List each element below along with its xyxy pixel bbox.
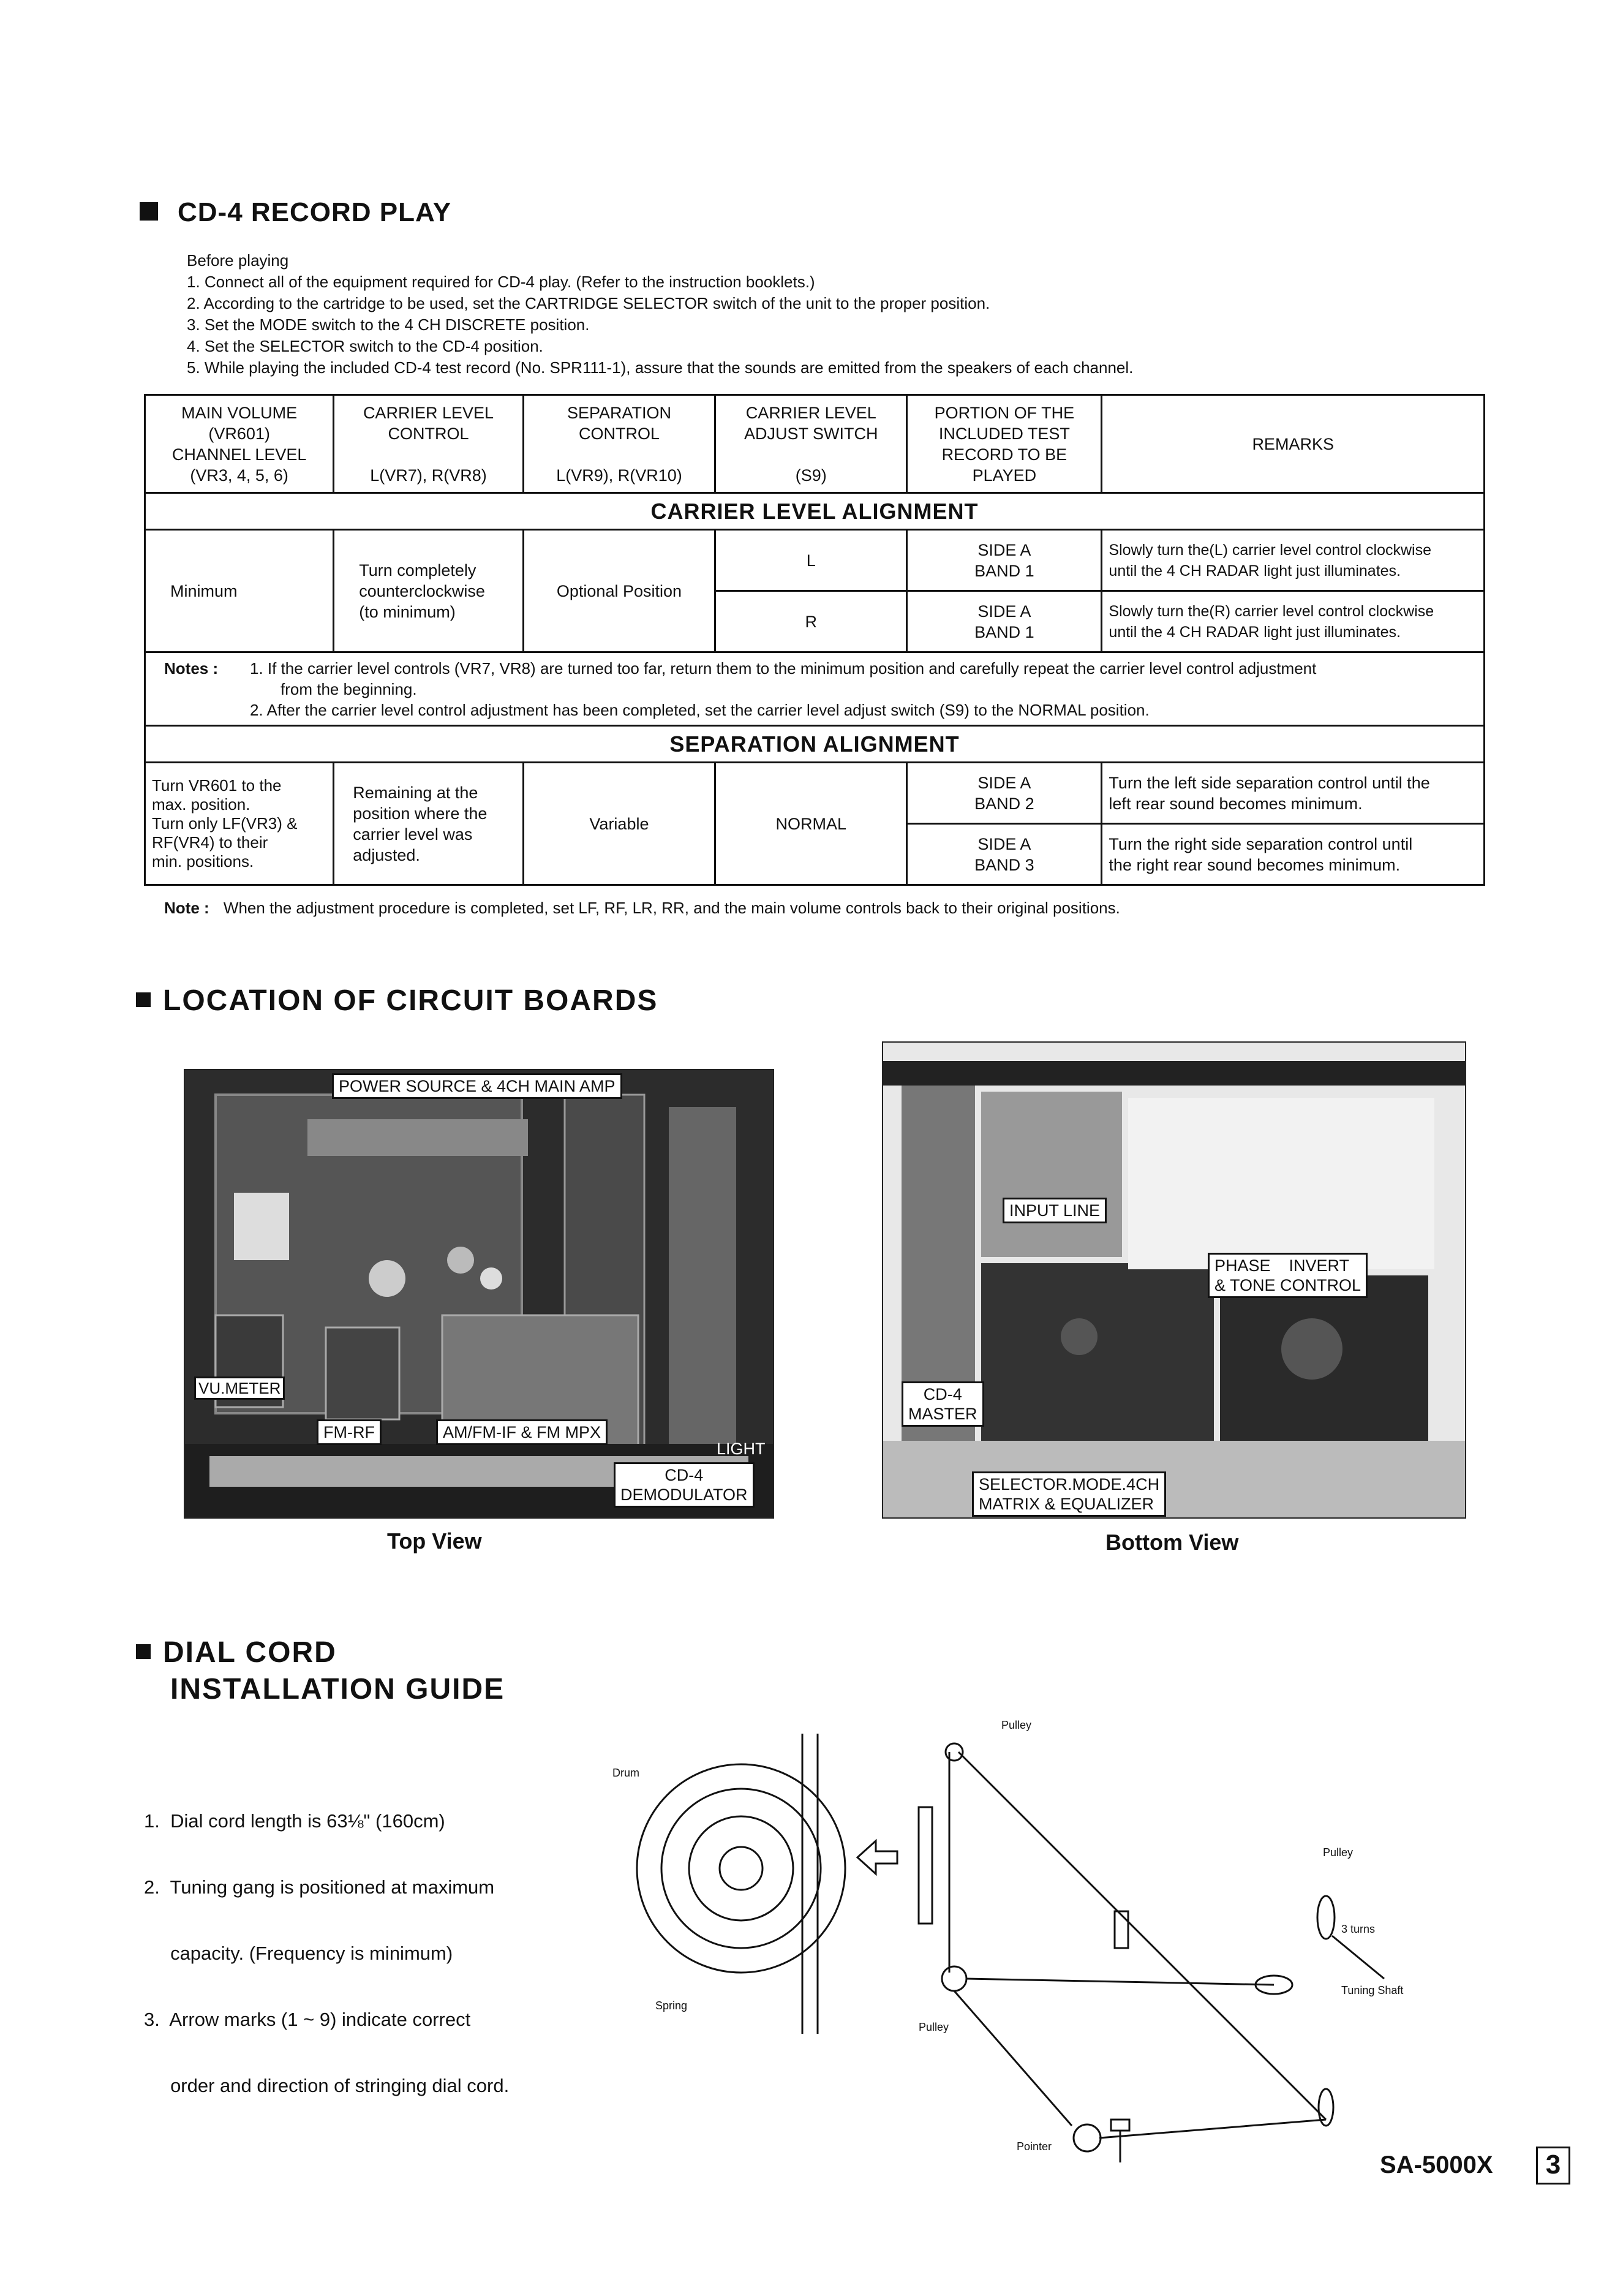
dial-instructions xyxy=(144,1766,509,2119)
header-carrier-level: CARRIER LEVEL CONTROL L(VR7), R(VR8) xyxy=(334,395,523,493)
label-pulley-right: Pulley xyxy=(1323,1846,1354,1859)
label-turns: 3 turns xyxy=(1341,1923,1376,1935)
dial-item: order and direction of stringing dial cord. xyxy=(144,2075,510,2096)
dial-cord-diagram xyxy=(588,1715,1404,2175)
cd4-intro xyxy=(187,250,1534,379)
carrier-portion-r: SIDE A BAND 1 xyxy=(907,591,1102,652)
table-header-row xyxy=(145,395,1485,493)
label-tuning-shaft: Tuning Shaft xyxy=(1341,1984,1404,1996)
alignment-table xyxy=(144,394,1485,886)
note-line: 1. If the carrier level controls (VR7, VR8) are turned too far, return them to the minimum position and carefully repeat the carrier level control adjustment xyxy=(250,659,1317,678)
separation-carrier-cell: Remaining at the position where the carrier level was adjusted. xyxy=(334,763,523,885)
dial-item: 3. Arrow marks (1 ~ 9) indicate correct xyxy=(144,2009,471,2030)
label-pulley-top: Pulley xyxy=(1001,1719,1032,1731)
top-view-caption: Top View xyxy=(387,1528,482,1554)
cd4-step: 1. Connect all of the equipment required for CD-4 play. (Refer to the instruction booklets.) xyxy=(187,273,815,291)
boards-title-text: LOCATION OF CIRCUIT BOARDS xyxy=(163,984,658,1017)
top-view-photo xyxy=(184,1069,774,1519)
carrier-remark-l: Slowly turn the(L) carrier level control clockwise until the 4 CH RADAR light just illuminates. xyxy=(1102,530,1485,591)
top-view-chassis-graphic xyxy=(185,1070,773,1517)
carrier-portion-l: SIDE A BAND 1 xyxy=(907,530,1102,591)
label-drum: Drum xyxy=(612,1767,639,1779)
section-bullet-icon xyxy=(136,992,151,1007)
dial-item: 1. Dial cord length is 63⅛" (160cm) xyxy=(144,1810,445,1832)
note-text: When the adjustment procedure is completed, set LF, RF, LR, RR, and the main volume controls back to their original positions. xyxy=(223,899,1120,917)
header-main-volume: MAIN VOLUME (VR601) CHANNEL LEVEL (VR3, 4, 5, 6) xyxy=(145,395,334,493)
boards-section-title xyxy=(136,984,658,1018)
section-bullet-icon xyxy=(136,1644,151,1659)
dial-item: capacity. (Frequency is minimum) xyxy=(144,1943,453,1964)
separation-remark-1: Turn the left side separation control until the left rear sound becomes minimum. xyxy=(1102,763,1485,824)
separation-remark-2: Turn the right side separation control until the right rear sound becomes minimum. xyxy=(1102,824,1485,885)
cd4-title-text: CD-4 RECORD PLAY xyxy=(178,197,452,227)
note-line: from the beginning. xyxy=(281,679,417,698)
carrier-switch-r: R xyxy=(715,591,907,652)
cd4-step: 2. According to the cartridge to be used, set the CARTRIDGE SELECTOR switch of the unit to the proper position. xyxy=(187,294,990,312)
separation-portion-2: SIDE A BAND 3 xyxy=(907,824,1102,885)
page-number: 3 xyxy=(1536,2147,1570,2185)
dial-section-title xyxy=(136,1634,505,1708)
separation-alignment-title: SEPARATION ALIGNMENT xyxy=(145,726,1485,763)
before-playing-label: Before playing xyxy=(187,251,289,270)
label-am-fm-if: AM/FM-IF & FM MPX xyxy=(436,1419,608,1445)
header-adjust-switch: CARRIER LEVEL ADJUST SWITCH (S9) xyxy=(715,395,907,493)
separation-main-cell: Turn VR601 to the max. position. Turn only LF(VR3) & RF(VR4) to their min. positions. xyxy=(145,763,334,885)
carrier-separation-cell: Optional Position xyxy=(523,530,715,652)
label-pulley-left: Pulley xyxy=(919,2021,949,2033)
label-phase-invert: PHASE INVERT & TONE CONTROL xyxy=(1208,1253,1368,1298)
drum-outline xyxy=(637,1764,845,1973)
carrier-remark-r: Slowly turn the(R) carrier level control clockwise until the 4 CH RADAR light just illuminates. xyxy=(1102,591,1485,652)
cd4-section-title xyxy=(140,197,451,228)
carrier-main-cell: Minimum xyxy=(145,530,334,652)
label-input-line: INPUT LINE xyxy=(1003,1198,1107,1223)
bottom-view-chassis-graphic xyxy=(883,1043,1465,1517)
header-remarks: REMARKS xyxy=(1102,395,1485,493)
bottom-view-photo xyxy=(882,1041,1466,1519)
label-fm-rf: FM-RF xyxy=(317,1419,382,1445)
cd4-step: 4. Set the SELECTOR switch to the CD-4 position. xyxy=(187,337,543,355)
label-light: LIGHT xyxy=(717,1440,766,1458)
label-cd4-master: CD-4 MASTER xyxy=(902,1381,984,1427)
label-pointer: Pointer xyxy=(1017,2140,1052,2153)
cd4-step: 3. Set the MODE switch to the 4 CH DISCRETE position. xyxy=(187,315,590,334)
dial-title-line2: INSTALLATION GUIDE xyxy=(170,1673,505,1705)
carrier-notes-cell xyxy=(145,652,1485,726)
label-vu-meter: VU.METER xyxy=(194,1376,285,1400)
cd4-step: 5. While playing the included CD-4 test record (No. SPR111-1), assure that the sounds are emitted from the speakers of each channel. xyxy=(187,358,1134,377)
bottom-view-caption: Bottom View xyxy=(1105,1530,1239,1555)
carrier-control-cell: Turn completely counterclockwise (to minimum) xyxy=(334,530,523,652)
label-power-source: POWER SOURCE & 4CH MAIN AMP xyxy=(332,1073,622,1099)
label-selector-mode: SELECTOR.MODE.4CH MATRIX & EQUALIZER xyxy=(972,1471,1166,1517)
separation-control-cell: Variable xyxy=(523,763,715,885)
note-line: 2. After the carrier level control adjustment has been completed, set the carrier level adjust switch (S9) to the NORMAL position. xyxy=(250,700,1150,719)
note-label: Note : xyxy=(164,899,209,917)
dial-item: 2. Tuning gang is positioned at maximum xyxy=(144,1876,495,1898)
notes-label: Notes : xyxy=(164,659,219,678)
separation-switch-cell: NORMAL xyxy=(715,763,907,885)
header-separation: SEPARATION CONTROL L(VR9), R(VR10) xyxy=(523,395,715,493)
dial-title-line1: DIAL CORD xyxy=(163,1636,337,1669)
final-note xyxy=(164,897,1120,918)
carrier-alignment-title: CARRIER LEVEL ALIGNMENT xyxy=(145,493,1485,530)
label-spring: Spring xyxy=(655,2000,688,2012)
separation-portion-1: SIDE A BAND 2 xyxy=(907,763,1102,824)
carrier-switch-l: L xyxy=(715,530,907,591)
label-cd4-demodulator: CD-4 DEMODULATOR xyxy=(614,1462,755,1508)
model-number: SA-5000X xyxy=(1380,2151,1493,2178)
header-portion: PORTION OF THE INCLUDED TEST RECORD TO BE PLAYED xyxy=(907,395,1102,493)
section-bullet-icon xyxy=(140,202,158,221)
